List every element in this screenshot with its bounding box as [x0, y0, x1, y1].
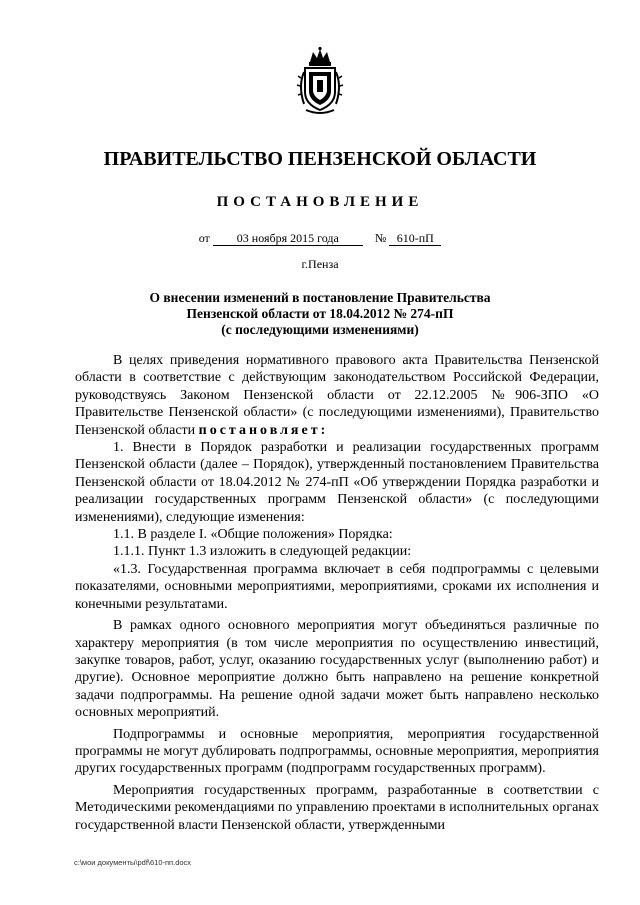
- coat-of-arms-emblem: [296, 46, 344, 116]
- subject-line: О внесении изменений в постановление Правительства: [149, 290, 491, 305]
- number-prefix: №: [374, 231, 387, 245]
- decree-verb: постановляет:: [198, 422, 329, 438]
- paragraph: В рамках одного основного мероприятия могут объединяться различные по характеру мероприятия (в том числе мероприятия по осуществлению инвестиций, закупке товаров, работ, услуг, оказанию государственных услуг (выполнению работ) и другие). Основное мероприятие должно быть направлено на решение конкретной задачи подпрограммы. На решение одной задачи может быть направлено несколько основных мероприятий.: [75, 618, 599, 721]
- file-path-footer: c:\мои документы\pdf\610-пп.docx: [74, 858, 192, 867]
- document-body: [75, 352, 599, 834]
- paragraph: Подпрограммы и основные мероприятия, мероприятия государственной программы не могут дублировать подпрограммы, основные мероприятия, мероприятия других государственных программ (подпрограмм государственных программ).: [75, 726, 599, 777]
- document-type-heading: ПОСТАНОВЛЕНИЕ: [216, 194, 424, 210]
- document-date: 03 ноября 2015 года: [213, 231, 363, 246]
- paragraph: 1.1. В разделе I. «Общие положения» Порядка:: [113, 527, 393, 543]
- date-number-line: [0, 231, 640, 246]
- date-prefix: от: [198, 231, 210, 245]
- paragraph-text: В целях приведения нормативного правового акта Правительства Пензенской области в соответствие с действующим законодательством Российской Федерации, руководствуясь Законом Пензенской области от 22.12.2005 №906-ЗПО «О Правительстве Пензенской области» (с последующими изменениями), Правительство Пензенской области: [75, 353, 599, 438]
- city: г.Пенза: [301, 257, 339, 271]
- paragraph: Мероприятия государственных программ, разработанные в соответствии с Методическими рекомендациями по управлению проектами в исполнительных органах государственной власти Пензенской области, утвержденными: [75, 782, 599, 833]
- document-subject: [120, 290, 520, 338]
- organization-title: ПРАВИТЕЛЬСТВО ПЕНЗЕНСКОЙ ОБЛАСТИ: [103, 148, 537, 170]
- paragraph: [75, 352, 599, 439]
- paragraph: 1. Внести в Порядок разработки и реализации государственных программ Пензенской области (далее – Порядок), утвержденный постановлением Правительства Пензенской области от 18.04.2012 № 274-пП «Об утверждении Порядка разработки и реализации государственных программ Пензенской области» (с последующими изменениями), следующие изменения:: [75, 440, 599, 525]
- document-number: 610-пП: [389, 231, 441, 246]
- paragraph: 1.1.1. Пункт 1.3 изложить в следующей редакции:: [113, 544, 412, 560]
- paragraph: «1.3. Государственная программа включает в себя подпрограммы с целевыми показателями, основными мероприятиями, мероприятиями, сроками их исполнения и конечными результатами.: [75, 561, 599, 612]
- subject-line: Пензенской области от 18.04.2012 № 274-пП: [186, 306, 454, 321]
- subject-line: (с последующими изменениями): [221, 322, 419, 337]
